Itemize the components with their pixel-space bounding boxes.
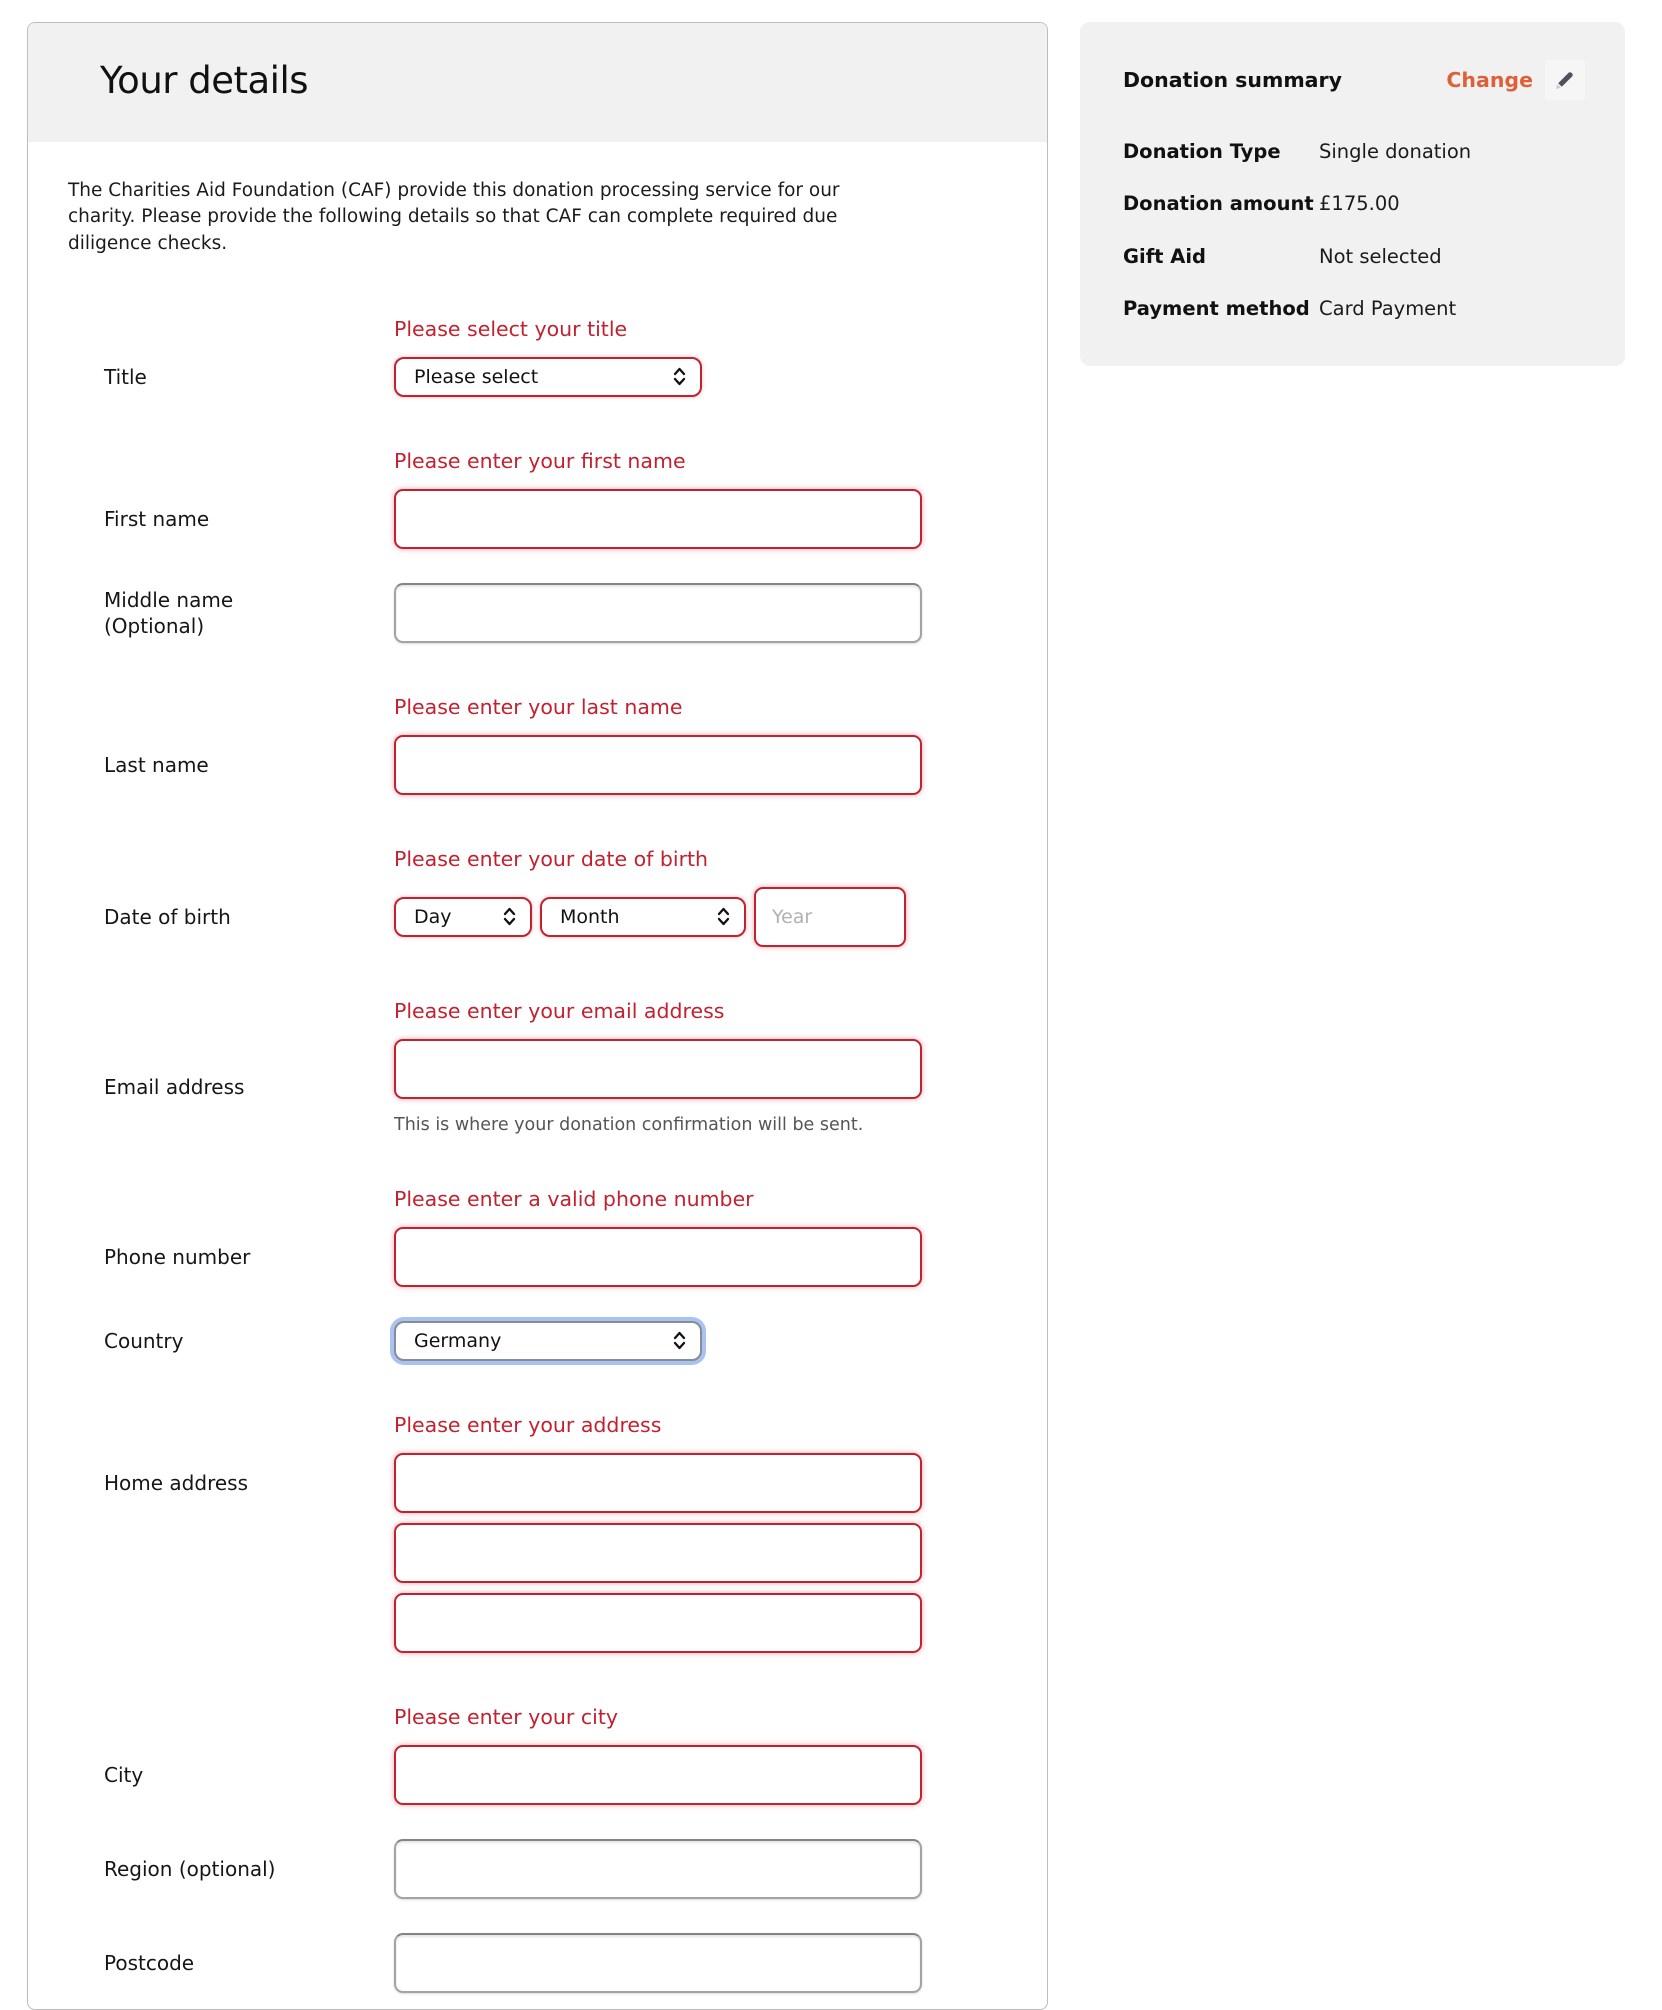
summary-value: Not selected (1319, 244, 1442, 268)
form-row-postcode (104, 1933, 1007, 1993)
summary-row (1123, 245, 1585, 269)
form-row-region (104, 1839, 1007, 1899)
error-message-address: Please enter your address (394, 1412, 662, 1437)
form-row-address-line3 (104, 1593, 1007, 1653)
summary-row (1123, 192, 1585, 216)
dob-day-value: Day (414, 905, 452, 928)
form-row-middle-name (104, 583, 1007, 643)
last-name-input[interactable] (394, 735, 922, 795)
phone-label: Phone number (104, 1244, 251, 1269)
card-body (28, 142, 1047, 1993)
form-row-home-address (104, 1395, 1007, 1513)
email-label: Email address (104, 1074, 245, 1099)
error-message-first-name: Please enter your first name (394, 448, 686, 473)
form-row-title (104, 299, 1007, 397)
postcode-input[interactable] (394, 1933, 922, 1993)
page-title: Your details (100, 59, 309, 102)
error-message-dob: Please enter your date of birth (394, 846, 709, 871)
first-name-label: First name (104, 506, 210, 531)
form-row-country (104, 1321, 1007, 1361)
title-select-value: Please select (414, 365, 539, 388)
error-message-phone: Please enter a valid phone number (394, 1186, 754, 1211)
postcode-label: Postcode (104, 1950, 195, 1975)
country-select[interactable] (394, 1321, 702, 1361)
first-name-input[interactable] (394, 489, 922, 549)
summary-value: Card Payment (1319, 297, 1457, 321)
summary-value: £175.00 (1319, 192, 1400, 216)
change-link[interactable]: Change (1446, 68, 1533, 92)
summary-title: Donation summary (1123, 68, 1342, 92)
email-helper-text: This is where your donation confirmation will be sent. (394, 1114, 864, 1135)
dob-label: Date of birth (104, 904, 231, 929)
summary-label: Payment method (1123, 297, 1310, 321)
change-control (1446, 60, 1585, 100)
updown-chevron-icon (503, 906, 516, 927)
region-label: Region (optional) (104, 1856, 276, 1881)
updown-chevron-icon (673, 1330, 686, 1351)
address-line1-input[interactable] (394, 1453, 922, 1513)
dob-month-select[interactable] (540, 897, 746, 937)
address-line2-input[interactable] (394, 1523, 922, 1583)
middle-name-input[interactable] (394, 583, 922, 643)
updown-chevron-icon (717, 906, 730, 927)
your-details-card (27, 22, 1048, 2010)
form-row-city (104, 1687, 1007, 1805)
summary-row (1123, 140, 1585, 164)
form-row-dob (104, 829, 1007, 947)
updown-chevron-icon (673, 366, 686, 387)
form-row-phone (104, 1169, 1007, 1287)
title-label: Title (104, 364, 147, 389)
error-message-title: Please select your title (394, 316, 628, 341)
email-input[interactable] (394, 1039, 922, 1099)
address-line3-input[interactable] (394, 1593, 922, 1653)
summary-label: Donation amount (1123, 192, 1314, 216)
intro-text: The Charities Aid Foundation (CAF) provide this donation processing service for our charity. Please provide the following details so that CAF can complete required due diligence checks. (68, 180, 840, 254)
form-row-first-name (104, 431, 1007, 549)
city-label: City (104, 1762, 144, 1787)
error-message-city: Please enter your city (394, 1704, 618, 1729)
summary-label: Gift Aid (1123, 244, 1207, 268)
title-select[interactable] (394, 357, 702, 397)
region-input[interactable] (394, 1839, 922, 1899)
summary-header (1123, 60, 1585, 100)
middle-name-label: Middle name (Optional) (104, 587, 234, 638)
summary-row (1123, 297, 1585, 321)
phone-input[interactable] (394, 1227, 922, 1287)
home-address-label: Home address (104, 1470, 248, 1495)
city-input[interactable] (394, 1745, 922, 1805)
country-select-value: Germany (414, 1329, 502, 1352)
form-row-last-name (104, 677, 1007, 795)
error-message-last-name: Please enter your last name (394, 694, 683, 719)
dob-month-value: Month (560, 905, 620, 928)
details-form (68, 299, 1007, 1993)
dob-year-input[interactable] (754, 887, 906, 947)
error-message-email: Please enter your email address (394, 998, 725, 1023)
card-header (28, 23, 1047, 142)
pencil-icon[interactable] (1545, 60, 1585, 100)
dob-day-select[interactable] (394, 897, 532, 937)
donation-summary-panel (1080, 22, 1625, 366)
last-name-label: Last name (104, 752, 209, 777)
summary-label: Donation Type (1123, 140, 1281, 163)
form-row-address-line2 (104, 1523, 1007, 1583)
summary-value: Single donation (1319, 140, 1472, 163)
form-row-email (104, 981, 1007, 1135)
country-label: Country (104, 1328, 184, 1353)
